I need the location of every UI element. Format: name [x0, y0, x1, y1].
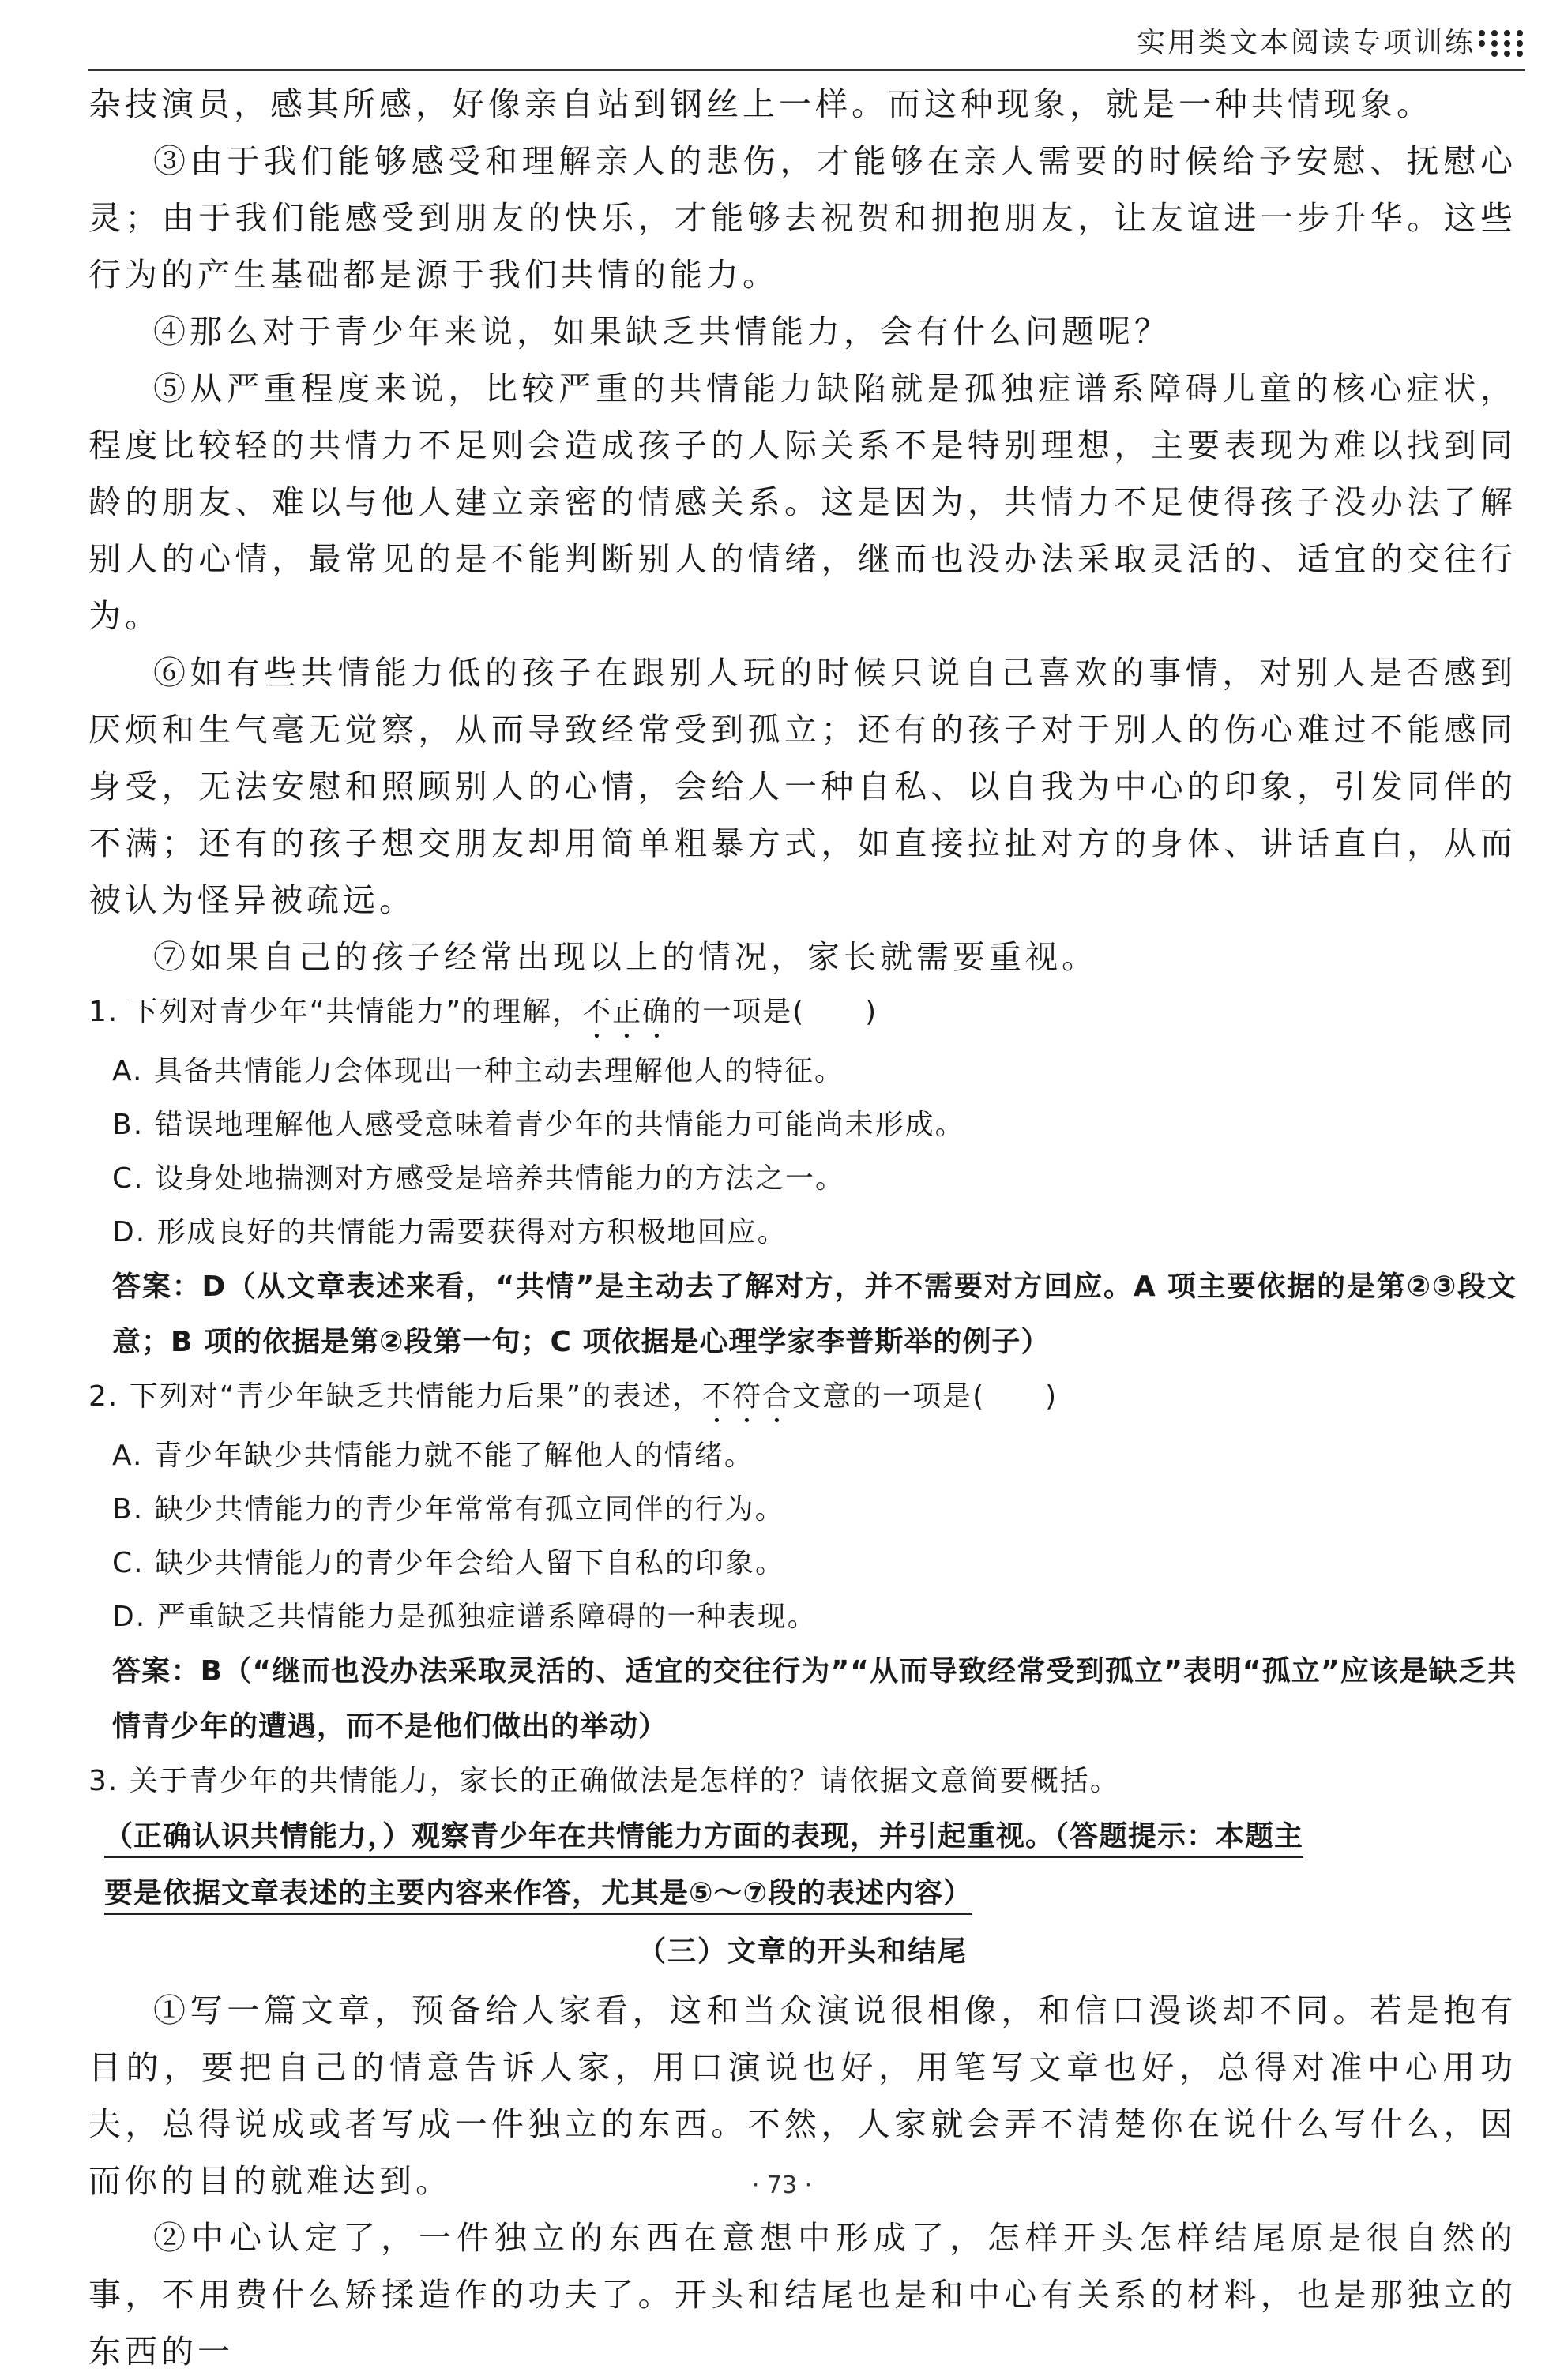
- paragraph-5: ⑤从严重程度来说，比较严重的共情能力缺陷就是孤独症谱系障碍儿童的核心症状，程度比较轻的共情力不足则会造成孩子的人际关系不是特别理想，主要表现为难以找到同龄的朋友、难以与他人建立亲密的情感关系。这是因为，共情力不足使得孩子没办法了解别人的心情，最常见的是不能判断别人的情绪，继而也没办法采取灵活的、适宜的交往行为。: [88, 370, 1517, 635]
- question-1-option-d: D. 形成良好的共情能力需要获得对方积极地回应。: [112, 1216, 788, 1248]
- question-3-answer-line-1: （正确认识共情能力，）观察青少年在共情能力方面的表现，并引起重视。（答题提示：本题主: [88, 1808, 1517, 1865]
- question-1-option-b: B. 错误地理解他人感受意味着青少年的共情能力可能尚未形成。: [112, 1109, 965, 1141]
- question-1-option-a: A. 具备共情能力会体现出一种主动去理解他人的特征。: [112, 1055, 844, 1087]
- decorative-dots-icon: [1479, 30, 1525, 55]
- paragraph-6: ⑥如有些共情能力低的孩子在跟别人玩的时候只说自己喜欢的事情，对别人是否感到厌烦和生气毫无觉察，从而导致经常受到孤立；还有的孩子对于别人的伤心难过不能感同身受，无法安慰和照顾别人的心情，会给人一种自私、以自我为中心的印象，引发同伴的不满；还有的孩子想交朋友却用简单粗暴方式，如直接拉扯对方的身体、讲话直白，从而被认为怪异被疏远。: [88, 654, 1517, 919]
- section-title: （三）文章的开头和结尾: [637, 1935, 968, 1968]
- question-2-option-a: A. 青少年缺少共情能力就不能了解他人的情绪。: [112, 1440, 754, 1472]
- question-1-answer: 答案：D（从文章表述来看，“共情”是主动去了解对方，并不需要对方回应。A 项主要依据的是第②③段文意；B 项的依据是第②段第一句；C 项依据是心理学家李普斯举的例子）: [112, 1271, 1517, 1358]
- paragraph-3: ③由于我们能够感受和理解亲人的悲伤，才能够在亲人需要的时候给予安慰、抚慰心灵；由于我们能感受到朋友的快乐，才能够去祝贺和拥抱朋友，让友谊进一步升华。这些行为的产生基础都是源于我们共情的能力。: [88, 142, 1517, 294]
- page-content: [88, 76, 1517, 2380]
- question-3-stem: 3. 关于青少年的共情能力，家长的正确做法是怎样的？请依据文意简要概括。: [88, 1765, 1120, 1797]
- paragraph-continued: 杂技演员，感其所感，好像亲自站到钢丝上一样。而这种现象，就是一种共情现象。: [88, 85, 1433, 123]
- question-2-option-b: B. 缺少共情能力的青少年常常有孤立同伴的行为。: [112, 1493, 785, 1526]
- question-3-answer-line-2: 要是依据文章表述的主要内容来作答，尤其是⑤～⑦段的表述内容）: [88, 1865, 1517, 1922]
- header-rule: [88, 69, 1525, 71]
- paragraph-4: ④那么对于青少年来说，如果缺乏共情能力，会有什么问题呢？: [153, 313, 1171, 351]
- question-2-option-c: C. 缺少共情能力的青少年会给人留下自私的印象。: [112, 1547, 786, 1579]
- paragraph-7: ⑦如果自己的孩子经常出现以上的情况，家长就需要重视。: [153, 938, 1098, 976]
- page-header: [0, 0, 1564, 73]
- running-title: 实用类文本阅读专项训练: [1136, 27, 1476, 59]
- section-paragraph-2: ②中心认定了，一件独立的东西在意想中形成了，怎样开头怎样结尾原是很自然的事，不用费什么矫揉造作的功夫了。开头和结尾也是和中心有关系的材料，也是那独立的东西的一: [88, 2219, 1517, 2371]
- question-2-option-d: D. 严重缺乏共情能力是孤独症谱系障碍的一种表现。: [112, 1601, 818, 1633]
- question-1-option-c: C. 设身处地揣测对方感受是培养共情能力的方法之一。: [112, 1162, 846, 1195]
- page-number: · 73 ·: [751, 2172, 813, 2199]
- question-2-answer: 答案：B（“继而也没办法采取灵活的、适宜的交往行为”“从而导致经常受到孤立”表明“孤立”应该是缺乏共情青少年的遭遇，而不是他们做出的举动）: [112, 1655, 1517, 1743]
- question-2-stem: 2. 下列对“青少年缺乏共情能力后果”的表述，不符合文意的一项是( ): [88, 1380, 1058, 1413]
- section-paragraph-1: ①写一篇文章，预备给人家看，这和当众演说很相像，和信口漫谈却不同。若是抱有目的，要把自己的情意告诉人家，用口演说也好，用笔写文章也好，总得对准中心用功夫，总得说成或者写成一件独立的东西。不然，人家就会弄不清楚你在说什么写什么，因而你的目的就难达到。: [88, 1991, 1517, 2200]
- question-1-stem: 1. 下列对青少年“共情能力”的理解，不正确的一项是( ): [88, 996, 878, 1028]
